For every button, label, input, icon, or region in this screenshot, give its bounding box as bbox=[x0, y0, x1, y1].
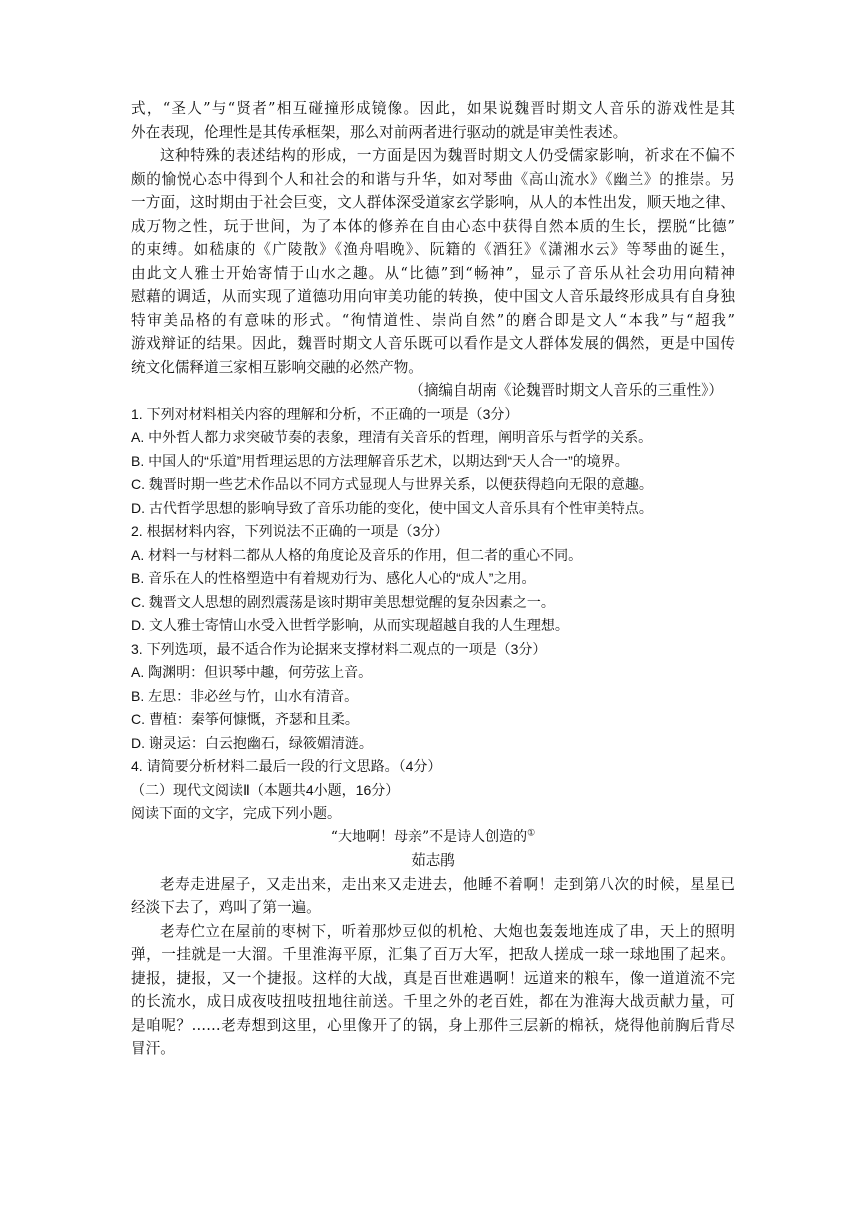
question-option: D. 文人雅士寄情山水受入世哲学影响，从而实现超越自我的人生理想。 bbox=[131, 617, 569, 633]
passage-line: 游戏辩证的结果。因此，魏晋时期文人音乐既可以看作是文人群体发展的偶然，更是中国传 bbox=[131, 335, 735, 352]
passage-line: 由此文人雅士开始寄情于山水之趣。从“比德”到“畅神”，显示了音乐从社会功用向精神 bbox=[131, 264, 735, 282]
passage-line: 式，“圣人”与“贤者”相互碰撞形成镜像。因此，如果说魏晋时期文人音乐的游戏性是其 bbox=[131, 100, 735, 117]
question-stem: 2. 根据材料内容，下列说法不正确的一项是（3分） bbox=[131, 523, 449, 539]
story-author: 茹志鹃 bbox=[411, 852, 455, 869]
story-line: 的长流水，成日成夜吱扭吱扭地往前送。千里之外的老百姓，都在为淮海大战贡献力量，可 bbox=[131, 993, 735, 1010]
question-option: B. 音乐在人的性格塑造中有着规劝行为、感化人心的“成人”之用。 bbox=[131, 570, 536, 586]
section-heading: （二）现代文阅读Ⅱ（本题共4小题，16分） bbox=[131, 781, 400, 798]
story-line: 弹，一挂就是一大溜。千里淮海平原，汇集了百万大军，把敌人搓成一球一球地围了起来。 bbox=[131, 946, 735, 963]
passage-line: 特审美品格的有意味的形式。“徇情道性、崇尚自然”的磨合即是文人“本我”与“超我” bbox=[131, 311, 735, 329]
story-line: 老寿伫立在屋前的枣树下，听着那炒豆似的机枪、大炮也轰轰地连成了串，天上的照明 bbox=[160, 922, 735, 940]
question-option: A. 中外哲人都力求突破节奏的表象，理清有关音乐的哲理，阐明音乐与哲学的关系。 bbox=[131, 429, 653, 445]
story-line: 捷报，捷报，又一个捷报。这样的大战，真是百世难遇啊！远道来的粮车，像一道道流不完 bbox=[131, 969, 735, 987]
passage-line: 一方面，这时期由于社会巨变，文人群体深受道家玄学影响，从人的本性出发，顺天地之律、 bbox=[131, 194, 735, 211]
passage-line: 的束缚。如嵇康的《广陵散》《渔舟唱晚》、阮籍的《酒狂》《潇湘水云》等琴曲的诞生， bbox=[131, 241, 735, 258]
section-instruction: 阅读下面的文字，完成下列小题。 bbox=[131, 805, 341, 821]
question-stem: 1. 下列对材料相关内容的理解和分析，不正确的一项是（3分） bbox=[131, 405, 519, 422]
footnote-mark: ① bbox=[527, 827, 536, 838]
question-stem: 3. 下列选项，最不适合作为论据来支撑材料二观点的一项是（3分） bbox=[131, 640, 547, 657]
question-option: A. 材料一与材料二都从人格的角度论及音乐的作用，但二者的重心不同。 bbox=[131, 546, 583, 563]
question-option: D. 古代哲学思想的影响导致了音乐功能的变化，使中国文人音乐具有个性审美特点。 bbox=[131, 499, 653, 516]
passage-line: 外在表现，伦理性是其传承框架，那么对前两者进行驱动的就是审美性表述。 bbox=[131, 123, 628, 141]
document-page bbox=[131, 97, 735, 1061]
story-line: 老寿走进屋子，又走出来，走出来又走进去，他睡不着啊！走到第八次的时候，星星已 bbox=[160, 875, 735, 893]
question-option: A. 陶渊明：但识琴中趣，何劳弦上音。 bbox=[131, 664, 373, 680]
passage-source: （摘编自胡南《论魏晋时期文人音乐的三重性》） bbox=[409, 382, 723, 399]
passage-line: 颇的愉悦心态中得到个人和社会的和谐与升华，如对琴曲《高山流水》《幽兰》的推崇。另 bbox=[131, 170, 735, 188]
story-line: 是咱呢？……老寿想到这里，心里像开了的锅，身上那件三层新的棉袄，烧得他前胸后背尽 bbox=[131, 1016, 735, 1034]
story-line: 冒汗。 bbox=[131, 1040, 175, 1057]
passage-line: 这种特殊的表述结构的形成，一方面是因为魏晋时期文人仍受儒家影响，祈求在不偏不 bbox=[160, 147, 735, 164]
question-option: B. 中国人的“乐道”用哲理运思的方法理解音乐艺术，以期达到“天人合一”的境界。 bbox=[131, 452, 629, 469]
passage-line: 统文化儒释道三家相互影响交融的必然产物。 bbox=[131, 358, 423, 376]
question-stem: 4. 请简要分析材料二最后一段的行文思路。（4分） bbox=[131, 758, 442, 774]
story-title bbox=[131, 826, 735, 850]
story-title-text: “大地啊！母亲”不是诗人创造的 bbox=[330, 828, 528, 845]
question-option: B. 左思：非必丝与竹，山水有清音。 bbox=[131, 687, 359, 704]
question-option: C. 魏晋时期一些艺术作品以不同方式显现人与世界关系，以便获得趋向无限的意趣。 bbox=[131, 476, 653, 492]
passage-line: 慰藉的调适，从而实现了道德功用向审美功能的转换，使中国文人音乐最终形成具有自身独 bbox=[131, 288, 735, 305]
passage-line: 成万物之性，玩于世间，为了本体的修养在自由心态中获得自然本质的生长，摆脱“比德” bbox=[131, 217, 735, 235]
question-option: C. 曹植：秦筝何慷慨，齐瑟和且柔。 bbox=[131, 711, 359, 727]
question-option: D. 谢灵运：白云抱幽石，绿筱媚清涟。 bbox=[131, 734, 373, 751]
question-option: C. 魏晋文人思想的剧烈震荡是该时期审美思想觉醒的复杂因素之一。 bbox=[131, 593, 555, 610]
story-line: 经淡下去了，鸡叫了第一遍。 bbox=[131, 899, 321, 916]
